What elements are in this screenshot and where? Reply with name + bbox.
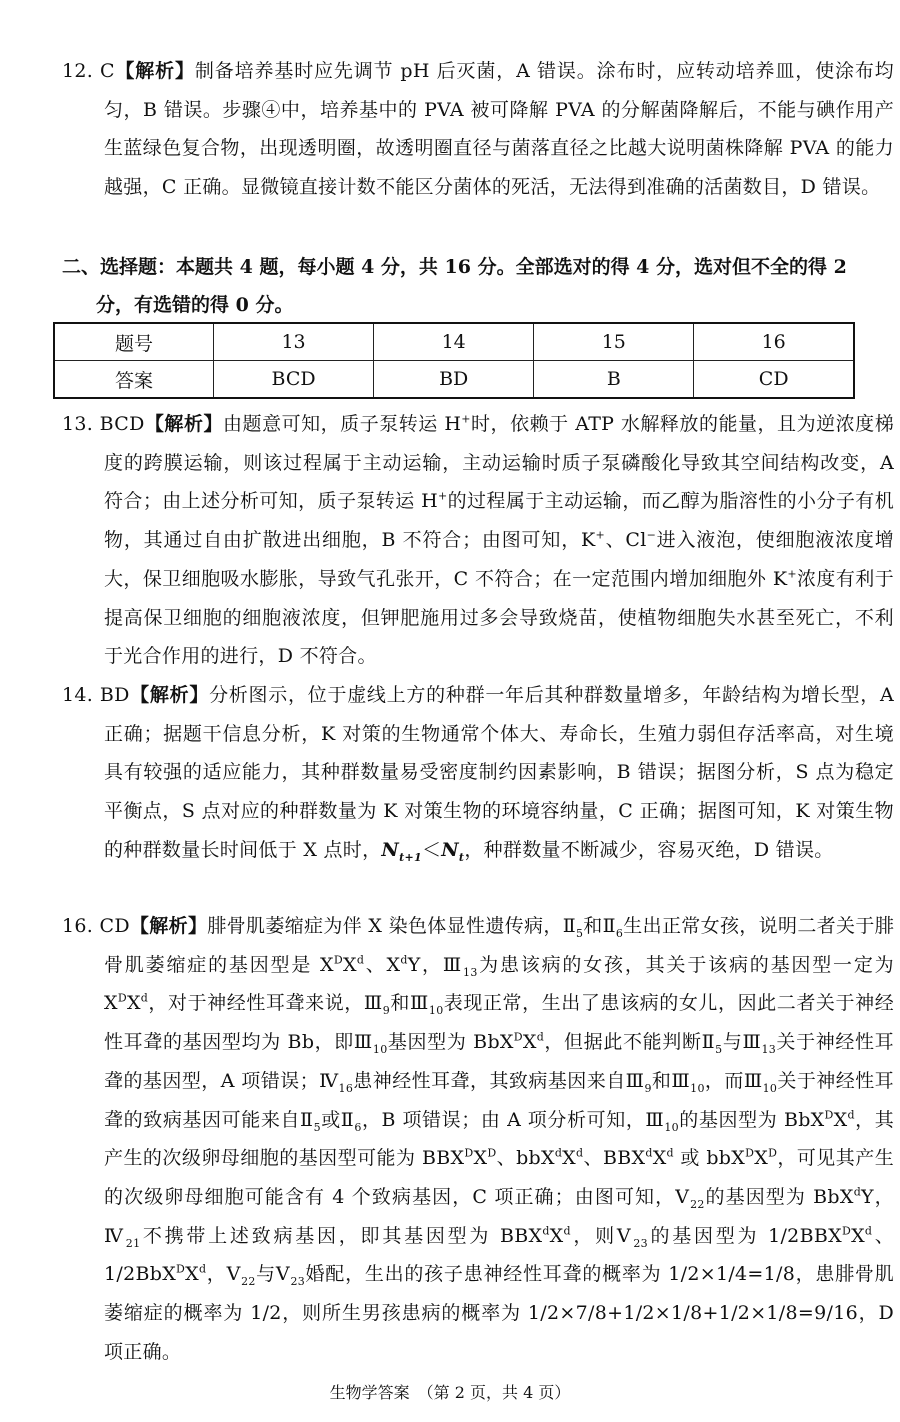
- question-12-explanation: [62, 52, 894, 207]
- table-header-answer: 答案: [54, 361, 214, 399]
- table-cell-number: 15: [534, 323, 694, 361]
- table-row-answers: [54, 361, 854, 399]
- question-16-text: 腓骨肌萎缩症为伴 X 染色体显性遗传病，$Ⅱ_5$和$Ⅱ_6$生出正常女孩，说明二者关于腓骨肌萎缩症的基因型是 $X^DX^d$、$X^dY$，$Ⅲ_{13}$为患该病的女孩，其关于该病的基因型一定为 $X^DX^d$，对于神经性耳聋来说，$Ⅲ_9$和$Ⅲ_{10}$表现正常，生出了患该病的女儿，因此二者关于神经性耳聋的基因型均为 Bb，即$Ⅲ_{10}$基因型为 $BbX^DX^d$，但据此不能判断$Ⅱ_5$与$Ⅲ_{13}$关于神经性耳聋的基因型，A 项错误；$Ⅳ_{16}$患神经性耳聋，其致病基因来自$Ⅲ_9$和$Ⅲ_{10}$，而$Ⅲ_{10}$关于神经性耳聋的致病基因可能来自$Ⅱ_5$或$Ⅱ_6$，B 项错误；由 A 项分析可知，$Ⅲ_{10}$的基因型为 $BbX^DX^d$，其产生的次级卵母细胞的基因型可能为 $BBX^DX^D$、$bbX^dX^d$、$BBX^dX^d$ 或 $bbX^DX^D$，可见其产生的次级卵母细胞可能含有 4 个致病基因，C 项正确；由图可知，$Ⅴ_{22}$的基因型为 BbX$^d$Y，$Ⅳ_{21}$不携带上述致病基因，即其基因型为 $BBX^dX^d$，则$Ⅴ_{23}$的基因型为 $1/2BBX^DX^d$、$1/2BbX^DX^d$，$Ⅴ_{22}$与$Ⅴ_{23}$婚配，生出的孩子患神经性耳聋的概率为 1/2×1/4=1/8，患腓骨肌萎缩症的概率为 1/2，则所生男孩患病的概率为 1/2×7/8+1/2×1/8+1/2×1/8=9/16，D 项正确。: [104, 915, 895, 1363]
- question-14-text: 分析图示，位于虚线上方的种群一年后其种群数量增多，年龄结构为增长型，A 正确；据题干信息分析，K 对策的生物通常个体大、寿命长，生殖力弱但存活率高，对生境具有较强的适应能力，其种群数量易受密度制约因素影响，B 错误；据图分析，S 点为稳定平衡点，S 点对应的种群数量为 K 对策生物的环境容纳量，C 正确；据图可知，K 对策生物的种群数量长时间低于 X 点时，$N_{t+1}<N_t$，种群数量不断减少，容易灭绝，D 错误。: [104, 684, 894, 864]
- section-2-heading: [62, 248, 852, 324]
- table-cell-answer: BCD: [214, 361, 374, 399]
- question-16-tag: 【解析】: [129, 915, 208, 937]
- question-14-number: 14. BD: [62, 684, 130, 706]
- question-13-tag: 【解析】: [144, 413, 224, 435]
- table-cell-number: 13: [214, 323, 374, 361]
- question-14-tag: 【解析】: [129, 684, 210, 706]
- section-2-line-1: 二、选择题：本题共 4 题，每小题 4 分，共 16 分。全部选对的得 4 分，选对但不全的得 2: [62, 256, 847, 278]
- table-cell-number: 16: [694, 323, 854, 361]
- question-14-explanation: [62, 676, 894, 870]
- table-cell-answer: B: [534, 361, 694, 399]
- question-12-text: 制备培养基时应先调节 pH 后灭菌，A 错误。涂布时，应转动培养皿，使涂布均匀，B 错误。步骤④中，培养基中的 PVA 被可降解 PVA 的分解菌降解后，不能与碘作用产生蓝绿色复合物，出现透明圈，故透明圈直径与菌落直径之比越大说明菌株降解 PVA 的能力越强，C 正确。显微镜直接计数不能区分菌体的死活，无法得到准确的活菌数目，D 错误。: [104, 60, 894, 199]
- question-16-explanation: [62, 907, 894, 1371]
- question-13-explanation: [62, 405, 894, 676]
- table-cell-number: 14: [374, 323, 534, 361]
- answer-table: [53, 322, 855, 399]
- question-12-number: 12. C: [62, 60, 115, 82]
- question-13-number: 13. BCD: [62, 413, 145, 435]
- question-12-tag: 【解析】: [114, 60, 195, 82]
- question-16-number: 16. CD: [62, 915, 130, 937]
- table-row-numbers: [54, 323, 854, 361]
- table-cell-answer: BD: [374, 361, 534, 399]
- table-cell-answer: CD: [694, 361, 854, 399]
- section-2-line-2: 分，有选错的得 0 分。: [96, 294, 294, 316]
- page-footer: 生物学答案 （第 2 页，共 4 页）: [329, 1383, 571, 1402]
- question-13-text: 由题意可知，质子泵转运 H+时，依赖于 ATP 水解释放的能量，且为逆浓度梯度的跨膜运输，则该过程属于主动运输，主动运输时质子泵磷酸化导致其空间结构改变，A 符合；由上述分析可知，质子泵转运 H+的过程属于主动运输，而乙醇为脂溶性的小分子有机物，其通过自由扩散进出细胞，B 不符合；由图可知，K+、Cl−进入液泡，使细胞液浓度增大，保卫细胞吸水膨胀，导致气孔张开，C 不符合；在一定范围内增加细胞外 K+浓度有利于提高保卫细胞的细胞液浓度，但钾肥施用过多会导致烧苗，使植物细胞失水甚至死亡，不利于光合作用的进行，D 不符合。: [104, 412, 895, 668]
- table-header-number: 题号: [54, 323, 214, 361]
